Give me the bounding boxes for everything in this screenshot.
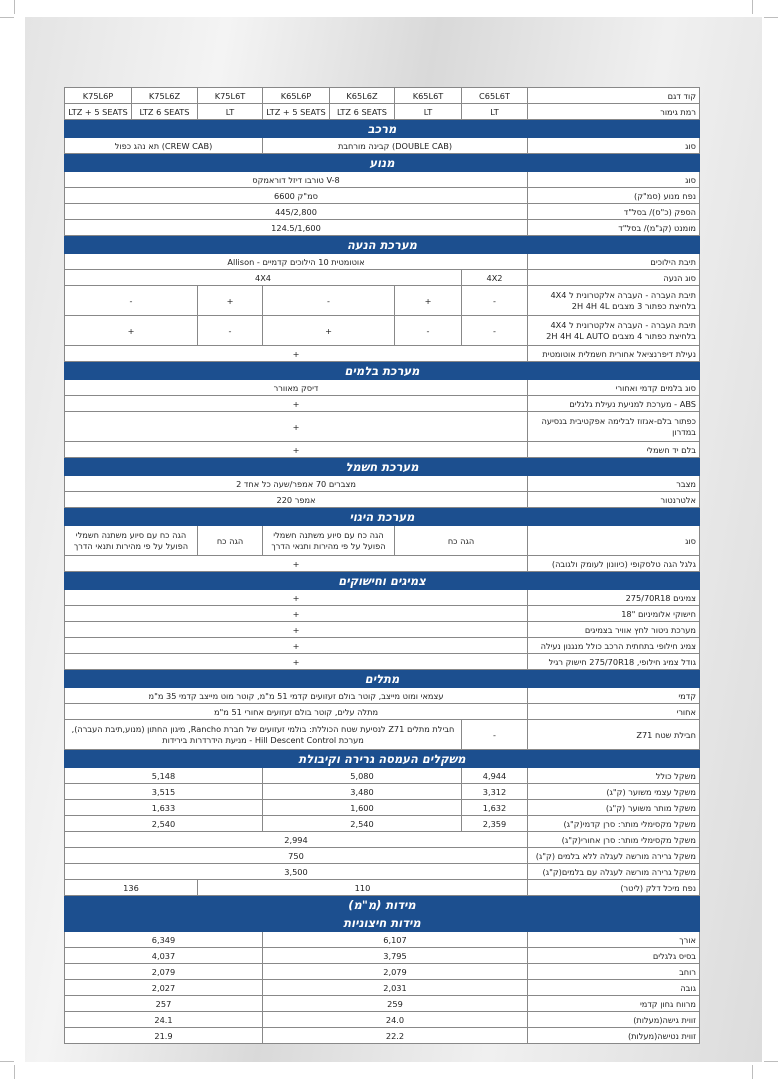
cell-value: + bbox=[65, 654, 528, 670]
spec-row bbox=[65, 784, 700, 800]
cell-value: 6600 סמ"ק bbox=[65, 188, 528, 204]
cell-value: 4,944 bbox=[462, 768, 528, 784]
row-label: סוג bbox=[528, 138, 700, 154]
spec-row bbox=[65, 688, 700, 704]
cell-value: 2 מצברים 70 אמפר/שעה כל אחד bbox=[65, 476, 528, 492]
spec-row bbox=[65, 204, 700, 220]
row-label: צמיג חילופי בתחתית הרכב כולל מנגנון נעילה bbox=[528, 638, 700, 654]
row-label: חבילת שטח Z71 bbox=[528, 720, 700, 750]
row-label: תיבת העברה - העברה אלקטרונית ל 4X4 בלחיצת כפתור 3 מצבים 2H 4H 4L bbox=[528, 286, 700, 316]
cell-value: הגה כח עם סיוע משתנה חשמלי הפועל על פי מהירות ותנאי הדרך bbox=[263, 526, 395, 556]
cell-value: תא נהג כפול (CREW CAB) bbox=[65, 138, 263, 154]
row-label: סוג bbox=[528, 526, 700, 556]
cell-value: קבינה מורחבת (DOUBLE CAB) bbox=[263, 138, 528, 154]
spec-row bbox=[65, 138, 700, 154]
model-code: K65L6P bbox=[263, 88, 330, 104]
cell-value: 2,027 bbox=[65, 980, 263, 996]
section-header-suspension bbox=[65, 670, 700, 688]
row-label: גלגל הגה טלסקופי (כיוונון לעומק ולגובה) bbox=[528, 556, 700, 572]
cell-value: 220 אמפר bbox=[65, 492, 528, 508]
row-label: בלם יד חשמלי bbox=[528, 442, 700, 458]
cell-value: 259 bbox=[263, 996, 528, 1012]
cell-value: 22.2 bbox=[263, 1028, 528, 1044]
spec-row bbox=[65, 220, 700, 236]
row-label: נפח מנוע (סמ"ק) bbox=[528, 188, 700, 204]
spec-row bbox=[65, 768, 700, 784]
row-label: סוג בלמים קדמי ואחורי bbox=[528, 380, 700, 396]
section-title: מנוע bbox=[65, 154, 700, 172]
spec-row bbox=[65, 270, 700, 286]
cell-value: חבילת מתלים Z71 לנסיעת שטח הכוללת: בולמי זעזועים של חברת Rancho, מיגון החתון (מנוע,תיבת העברה), מערכת Hill Descent Control - מניעת הידרדרות בירידות bbox=[65, 720, 462, 750]
crop-mark bbox=[14, 1065, 15, 1079]
spec-row bbox=[65, 172, 700, 188]
cell-value: + bbox=[65, 412, 528, 442]
spec-row bbox=[65, 622, 700, 638]
spec-row bbox=[65, 948, 700, 964]
row-label: סוג bbox=[528, 172, 700, 188]
cell-value: + bbox=[65, 622, 528, 638]
cell-value: - bbox=[462, 286, 528, 316]
spec-row bbox=[65, 412, 700, 442]
row-label: משקל מקסימלי מותר: סרן אחורי(ק"ג) bbox=[528, 832, 700, 848]
cell-value: 124.5/1,600 bbox=[65, 220, 528, 236]
cell-value: + bbox=[65, 442, 528, 458]
cell-value: 2,359 bbox=[462, 816, 528, 832]
model-code: K65L6T bbox=[395, 88, 462, 104]
row-label: משקל גרירה מורשה לעגלה ללא בלמים (ק"ג) bbox=[528, 848, 700, 864]
crop-mark bbox=[14, 0, 15, 14]
row-label: חישוקי אלומיניום "18 bbox=[528, 606, 700, 622]
model-code: K75L6T bbox=[198, 88, 263, 104]
cell-value: + bbox=[65, 606, 528, 622]
row-label: צמיגים 275/70R18 bbox=[528, 590, 700, 606]
cell-value: 2,079 bbox=[263, 964, 528, 980]
cell-value: 4X2 bbox=[462, 270, 528, 286]
section-title: מערכת בלמים bbox=[65, 362, 700, 380]
spec-row bbox=[65, 396, 700, 412]
cell-value: 750 bbox=[65, 848, 528, 864]
cell-value: 24.1 bbox=[65, 1012, 263, 1028]
cell-value: עצמאי ומוט מייצב, קוטר בולם זעזועים קדמי 51 מ"מ, קוטר מוט מייצב קדמי 35 מ"מ bbox=[65, 688, 528, 704]
cell-value: + bbox=[198, 286, 263, 316]
spec-row bbox=[65, 316, 700, 346]
section-header-engine bbox=[65, 154, 700, 172]
spec-table bbox=[64, 87, 700, 1044]
model-code: K75L6Z bbox=[132, 88, 198, 104]
section-header-weights bbox=[65, 750, 700, 768]
cell-value: 21.9 bbox=[65, 1028, 263, 1044]
section-header-brakes bbox=[65, 362, 700, 380]
cell-value: טורבו דיזל דוראמקס V-8 bbox=[65, 172, 528, 188]
cell-value: + bbox=[65, 638, 528, 654]
cell-value: - bbox=[198, 316, 263, 346]
spec-row bbox=[65, 638, 700, 654]
cell-value: הגה כח עם סיוע משתנה חשמלי הפועל על פי מהירות ותנאי הדרך bbox=[65, 526, 198, 556]
cell-value: 5,148 bbox=[65, 768, 263, 784]
trim-level: LT bbox=[395, 104, 462, 120]
spec-row bbox=[65, 816, 700, 832]
section-title: צמיגים וחישוקים bbox=[65, 572, 700, 590]
row-label: בסיס גלגלים bbox=[528, 948, 700, 964]
spec-row bbox=[65, 720, 700, 750]
row-label: זווית נטישה(מעלות) bbox=[528, 1028, 700, 1044]
row-label: משקל עצמי משוער (ק"ג) bbox=[528, 784, 700, 800]
spec-row bbox=[65, 286, 700, 316]
row-label: אורך bbox=[528, 932, 700, 948]
cell-value: + bbox=[395, 286, 462, 316]
cell-value: 3,795 bbox=[263, 948, 528, 964]
crop-mark bbox=[0, 1061, 14, 1062]
spec-row bbox=[65, 864, 700, 880]
spec-row bbox=[65, 800, 700, 816]
row-label: נעילת דיפרנציאל אחורית חשמלית אוטומטית bbox=[528, 346, 700, 362]
cell-value: 2,540 bbox=[65, 816, 263, 832]
cell-value: - bbox=[263, 286, 395, 316]
cell-value: Allison - אוטומטית 10 הילוכים קדמיים bbox=[65, 254, 528, 270]
crop-mark bbox=[764, 1061, 778, 1062]
section-title: מתלים bbox=[65, 670, 700, 688]
row-label: מומנט (קג"מ)/ בסל"ד bbox=[528, 220, 700, 236]
spec-row bbox=[65, 556, 700, 572]
cell-value: - bbox=[462, 316, 528, 346]
row-label: מצבר bbox=[528, 476, 700, 492]
cell-value: 1,632 bbox=[462, 800, 528, 816]
row-label: זווית גישה(מעלות) bbox=[528, 1012, 700, 1028]
row-label: אלטרנטור bbox=[528, 492, 700, 508]
cell-value: הגה כח bbox=[198, 526, 263, 556]
cell-value: + bbox=[263, 316, 395, 346]
spec-row bbox=[65, 606, 700, 622]
cell-value: 6,349 bbox=[65, 932, 263, 948]
cell-value: 1,600 bbox=[263, 800, 462, 816]
row-label: משקל כולל bbox=[528, 768, 700, 784]
spec-row bbox=[65, 590, 700, 606]
cell-value: 2,540 bbox=[263, 816, 462, 832]
section-title: מרכב bbox=[65, 120, 700, 138]
trim-level: LTZ + 5 SEATS bbox=[263, 104, 330, 120]
section-title: מערכת חשמל bbox=[65, 458, 700, 476]
section-header-exterior-dimensions bbox=[65, 914, 700, 932]
trim-level: LTZ 6 SEATS bbox=[330, 104, 395, 120]
model-code: K75L6P bbox=[65, 88, 132, 104]
row-label: סוג הנעה bbox=[528, 270, 700, 286]
section-title: מערכת היגוי bbox=[65, 508, 700, 526]
cell-value: + bbox=[65, 396, 528, 412]
row-label: מרווח גחון קדמי bbox=[528, 996, 700, 1012]
row-label: אחורי bbox=[528, 704, 700, 720]
spec-row bbox=[65, 980, 700, 996]
section-header-wheels bbox=[65, 572, 700, 590]
cell-value: 4,037 bbox=[65, 948, 263, 964]
spec-row bbox=[65, 1028, 700, 1044]
spec-row bbox=[65, 964, 700, 980]
row-label: רוחב bbox=[528, 964, 700, 980]
cell-value: 6,107 bbox=[263, 932, 528, 948]
cell-value: 3,312 bbox=[462, 784, 528, 800]
section-title: מידות חיצוניות bbox=[65, 914, 700, 932]
spec-row bbox=[65, 492, 700, 508]
crop-mark bbox=[0, 17, 14, 18]
cell-value: + bbox=[65, 316, 198, 346]
cell-value: הגה כח bbox=[395, 526, 528, 556]
trim-level: LT bbox=[198, 104, 263, 120]
section-header-electrical bbox=[65, 458, 700, 476]
spec-row bbox=[65, 476, 700, 492]
trim-row bbox=[65, 104, 700, 120]
row-label: קדמי bbox=[528, 688, 700, 704]
row-label: תיבת העברה - העברה אלקטרונית ל 4X4 בלחיצת כפתור 4 מצבים 2H 4H 4L AUTO bbox=[528, 316, 700, 346]
cell-value: 3,480 bbox=[263, 784, 462, 800]
row-label: כפתור בלם-אגזוז לבלימה אפקטיבית בנסיעה במדרון bbox=[528, 412, 700, 442]
row-label: משקל מותר משוער (ק"ג) bbox=[528, 800, 700, 816]
crop-mark bbox=[752, 1065, 753, 1079]
cell-value: 4X4 bbox=[65, 270, 462, 286]
row-label: משקל גרירה מורשה לעגלה עם בלמים(ק"ג) bbox=[528, 864, 700, 880]
cell-value: 3,515 bbox=[65, 784, 263, 800]
cell-value: מתלה עלים, קוטר בולם זעזועים אחורי 51 מ"מ bbox=[65, 704, 528, 720]
section-header-drivetrain bbox=[65, 236, 700, 254]
row-label: משקל מקסימלי מותר: סרן קדמי(ק"ג) bbox=[528, 816, 700, 832]
cell-value: + bbox=[65, 590, 528, 606]
model-code: K65L6Z bbox=[330, 88, 395, 104]
trim-level: LTZ + 5 SEATS bbox=[65, 104, 132, 120]
cell-value: 2,031 bbox=[263, 980, 528, 996]
spec-row bbox=[65, 880, 700, 896]
row-label: הספק (כ"ס)/ בסל"ד bbox=[528, 204, 700, 220]
cell-value: 1,633 bbox=[65, 800, 263, 816]
crop-mark bbox=[764, 17, 778, 18]
model-code: C65L6T bbox=[462, 88, 528, 104]
spec-row bbox=[65, 996, 700, 1012]
row-label: נפח מיכל דלק (ליטר) bbox=[528, 880, 700, 896]
cell-value: 2,994 bbox=[65, 832, 528, 848]
model-code-row bbox=[65, 88, 700, 104]
trim-level: LTZ 6 SEATS bbox=[132, 104, 198, 120]
spec-row bbox=[65, 254, 700, 270]
crop-mark bbox=[752, 0, 753, 14]
row-label: מערכת ניטור לחץ אוויר בצמיגים bbox=[528, 622, 700, 638]
section-title: משקלים העמסה גרירה וקיבולת bbox=[65, 750, 700, 768]
section-header-dimensions bbox=[65, 896, 700, 914]
cell-value: + bbox=[65, 556, 528, 572]
cell-value: 445/2,800 bbox=[65, 204, 528, 220]
cell-value: + bbox=[65, 346, 528, 362]
row-label: קוד דגם bbox=[528, 88, 700, 104]
spec-row bbox=[65, 932, 700, 948]
row-label: תיבת הילוכים bbox=[528, 254, 700, 270]
row-label: ABS - מערכת למניעת נעילת גלגלים bbox=[528, 396, 700, 412]
cell-value: 136 bbox=[65, 880, 198, 896]
section-header-body bbox=[65, 120, 700, 138]
spec-row bbox=[65, 654, 700, 670]
cell-value: דיסק מאוורר bbox=[65, 380, 528, 396]
spec-row bbox=[65, 380, 700, 396]
row-label: רמת גימור bbox=[528, 104, 700, 120]
row-label: גודל צמיג חילופי, 275/70R18 חישוק רגיל bbox=[528, 654, 700, 670]
trim-level: LT bbox=[462, 104, 528, 120]
spec-row bbox=[65, 704, 700, 720]
section-title: מערכת הנעה bbox=[65, 236, 700, 254]
spec-row bbox=[65, 848, 700, 864]
spec-row bbox=[65, 442, 700, 458]
cell-value: 2,079 bbox=[65, 964, 263, 980]
spec-row bbox=[65, 526, 700, 556]
row-label: גובה bbox=[528, 980, 700, 996]
section-header-steering bbox=[65, 508, 700, 526]
spec-row bbox=[65, 346, 700, 362]
cell-value: 24.0 bbox=[263, 1012, 528, 1028]
spec-row bbox=[65, 188, 700, 204]
cell-value: - bbox=[462, 720, 528, 750]
cell-value: 110 bbox=[198, 880, 528, 896]
cell-value: 5,080 bbox=[263, 768, 462, 784]
section-title: מידות (מ"מ) bbox=[65, 896, 700, 914]
spec-row bbox=[65, 832, 700, 848]
spec-row bbox=[65, 1012, 700, 1028]
cell-value: - bbox=[395, 316, 462, 346]
cell-value: - bbox=[65, 286, 198, 316]
cell-value: 257 bbox=[65, 996, 263, 1012]
cell-value: 3,500 bbox=[65, 864, 528, 880]
